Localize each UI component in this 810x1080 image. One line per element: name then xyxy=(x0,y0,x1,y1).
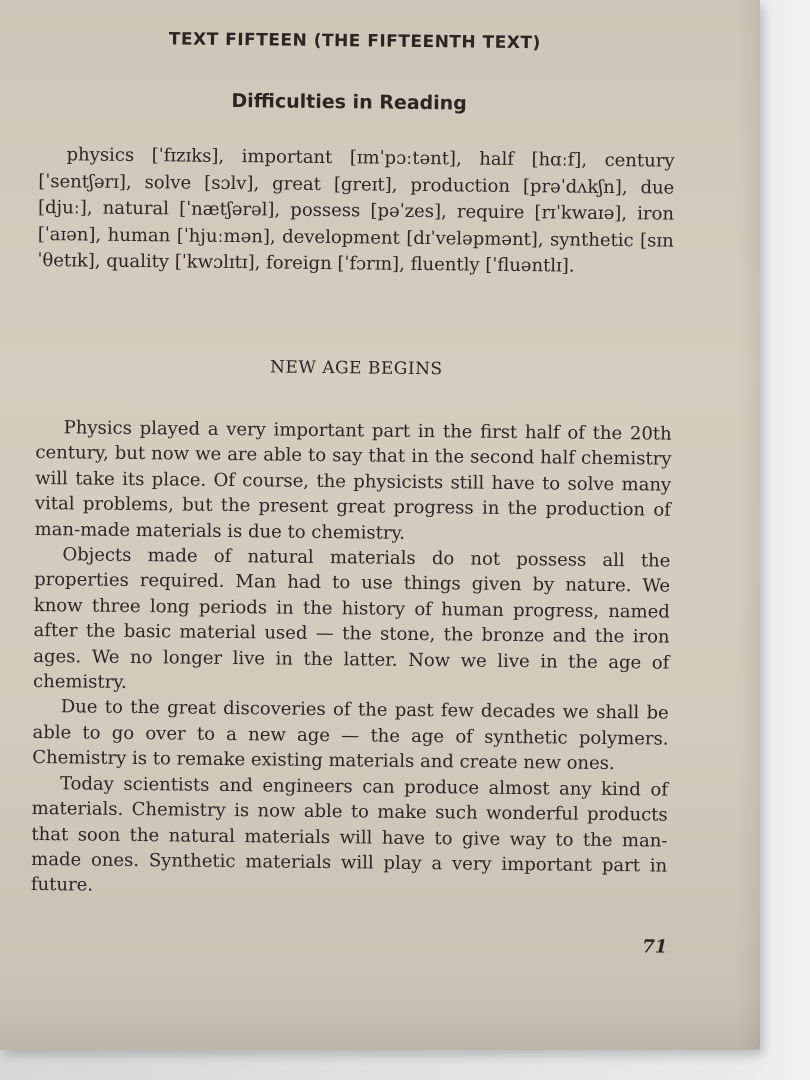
vocabulary-list xyxy=(37,142,674,281)
section-subtitle: Difficulties in Reading xyxy=(231,90,467,115)
text-block xyxy=(30,20,680,1027)
page-edge-shadow xyxy=(738,0,760,1050)
page-header: TEXT FIFTEEN (THE FIFTEENTH TEXT) xyxy=(168,29,541,54)
paragraph-3: Due to the great discoveries of the past few decades we shall be able to go over to a new age — the age of synthetic polymers. Chemistry is to remake existing materials and create new ones. xyxy=(32,696,669,775)
paragraph-2: Objects made of natural materials do not possess all the properties required. Man had to use things given by nature. We know three long periods in the history of human progress, named after the basic material used — the stone, the bronze and the iron ages. We no longer live in the latter. Now we live in the age of chemistry. xyxy=(32,544,671,694)
article-body xyxy=(31,415,672,904)
paragraph-4: Today scientists and engineers can produce almost any kind of materials. Chemistry is now able to make such wonderful products that soon the natural materials will have to give way to the man-made ones. Synthetic materials will play a very important part in future. xyxy=(30,772,669,896)
page-number: 71 xyxy=(642,936,668,958)
paragraph-1: Physics played a very important part in the first half of the 20th century, but now we are able to say that in the second half chemistry will take its place. Of course, the physicists still have to solve many vital problems, but the present great progress in the production of man-made materials is due to chemistry. xyxy=(34,417,672,544)
vocabulary-paragraph: physics [ˈfɪzɪks], important [ɪmˈpɔːtənt], half [hɑːf], century [ˈsentʃərɪ], solve [sɔlv], great [greɪt], production [prəˈdʌkʃn], due [djuː], natural [ˈnætʃərəl], possess [pəˈzes], require [rɪˈkwaɪə], iron [ˈaɪən], human [ˈhjuːmən], development [dɪˈveləpmənt], synthetic [sɪnˈθetɪk], quality [ˈkwɔlɪtɪ], foreign [ˈfɔrɪn], fluently [ˈfluəntlɪ]. xyxy=(37,144,675,277)
article-title: NEW AGE BEGINS xyxy=(269,357,443,380)
